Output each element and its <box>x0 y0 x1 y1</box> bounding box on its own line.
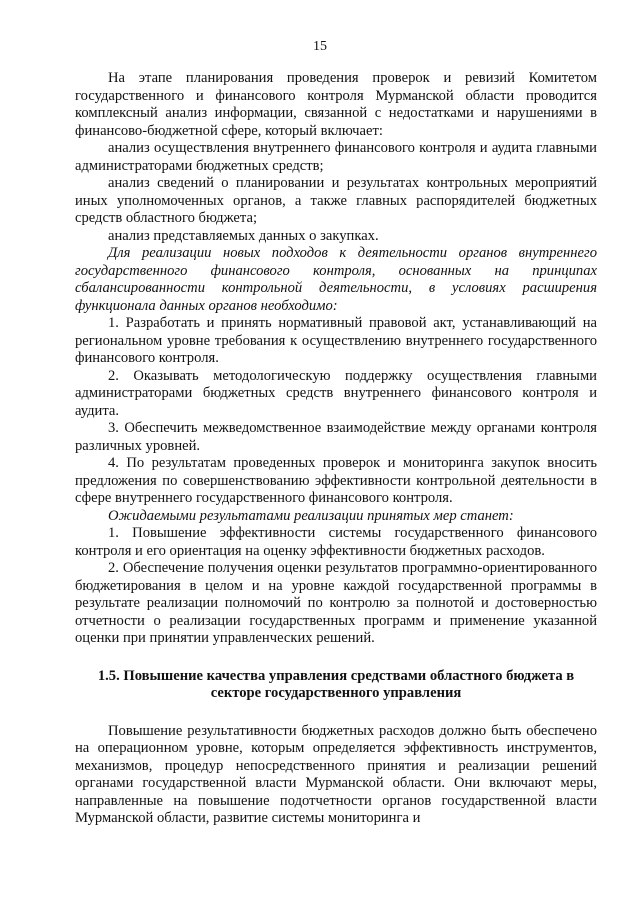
necessary-lead: Для реализации новых подходов к деятельности органов внутреннего государственного финансового контроля, основанных на принципах сбалансированности контрольной деятельности, в условиях расширения функционала данных органов необходимо: <box>75 245 597 314</box>
expected-item: 2. Обеспечение получения оценки результатов программно-ориентированного бюджетирования в целом и на уровне каждой государственной программы в результате реализации полномочий по контролю за полнотой и достоверностью отчетности о реализации государственных программ и применение указанной оценки при принятии управленческих решений. <box>75 560 597 646</box>
analysis-item: анализ осуществления внутреннего финансового контроля и аудита главными администраторами бюджетных средств; <box>75 140 597 174</box>
expected-lead: Ожидаемыми результатами реализации принятых мер станет: <box>108 507 514 524</box>
analysis-item: анализ представляемых данных о закупках. <box>108 227 379 244</box>
intro-paragraph: На этапе планирования проведения проверок и ревизий Комитетом государственного и финансового контроля Мурманской области проводится комплексный анализ информации, связанной с недостатками и нарушениями в финансово-бюджетной сфере, который включает: <box>75 70 597 139</box>
necessary-item: 3. Обеспечить межведомственное взаимодействие между органами контроля различных уровней. <box>75 420 597 454</box>
page-number: 15 <box>313 39 327 54</box>
section-heading-line: секторе государственного управления <box>210 685 462 701</box>
necessary-item: 1. Разработать и принять нормативный правовой акт, устанавливающий на региональном уровне требования к осуществлению внутреннего государственного финансового контроля. <box>75 315 597 366</box>
necessary-item: 2. Оказывать методологическую поддержку осуществления главными администраторами бюджетных средств внутреннего финансового контроля и аудита. <box>75 367 597 419</box>
expected-item: 1. Повышение эффективности системы государственного финансового контроля и его ориентация на оценку эффективности бюджетных расходов. <box>75 525 597 559</box>
section-heading <box>75 668 597 703</box>
document-body <box>75 70 597 828</box>
analysis-item: анализ сведений о планировании и результатах контрольных мероприятий иных уполномоченных органов, а также главных распорядителей бюджетных средств областного бюджета; <box>75 175 597 226</box>
section-heading-line: 1.5. Повышение качества управления средствами областного бюджета в <box>97 667 575 684</box>
section-paragraph: Повышение результативности бюджетных расходов должно быть обеспечено на операционном уровне, которым определяется эффективность инструментов, механизмов, процедур непосредственного принятия и реализации решений органами государственной власти Мурманской области. Они включают меры, направленные на повышение подотчетности органов государственной власти Мурманской области, развитие системы мониторинга и <box>75 722 597 826</box>
necessary-item: 4. По результатам проведенных проверок и мониторинга закупок вносить предложения по совершенствованию эффективности контрольной деятельности в сфере внутреннего государственного финансового контроля. <box>75 455 597 506</box>
